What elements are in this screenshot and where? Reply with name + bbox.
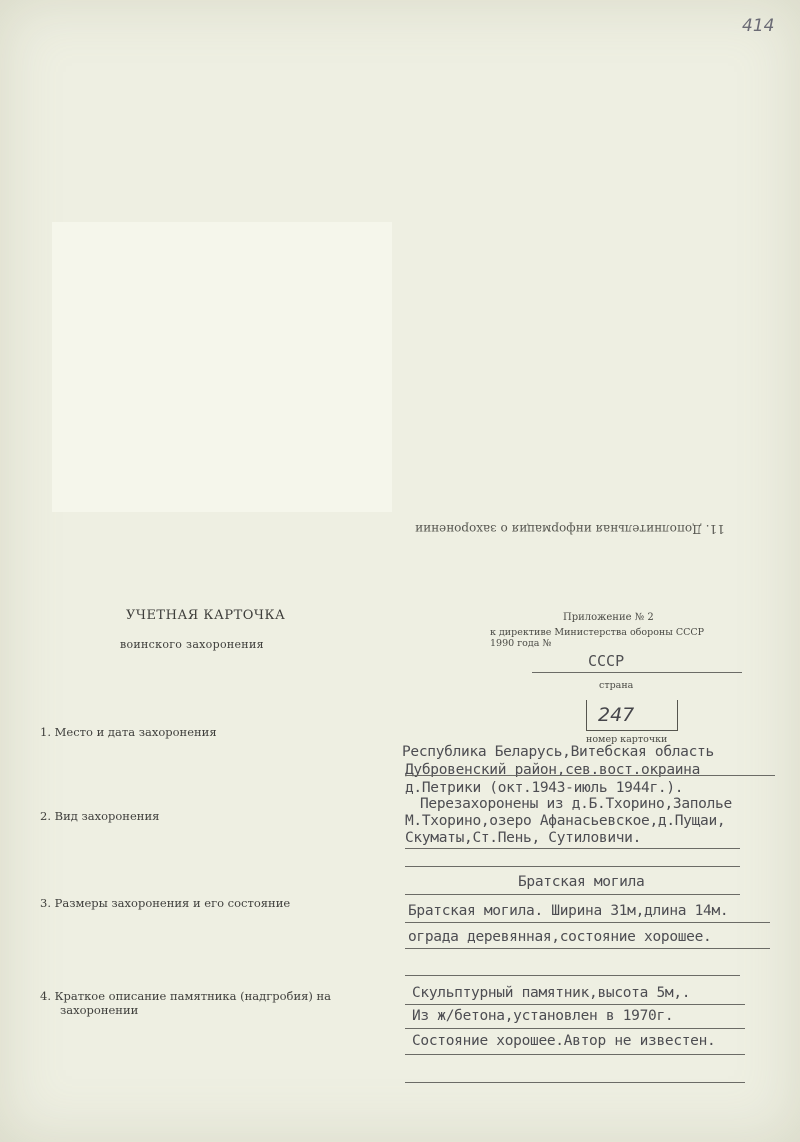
field-3-rule-2 <box>405 948 770 949</box>
field-3-rule-1 <box>405 922 770 923</box>
card-number-label: номер карточки <box>586 734 668 745</box>
card-title: УЧЕТНАЯ КАРТОЧКА <box>126 608 286 623</box>
field-4-rule-1 <box>405 1004 745 1005</box>
directive-line-2: 1990 года № <box>490 638 552 649</box>
field-1-label: 1. Место и дата захоронения <box>40 725 217 739</box>
mirrored-section-heading: 11. Дополнительная информация о захоронении <box>415 522 725 536</box>
field-1-line-2: Дубровенский район,сев.вост.окраина <box>405 762 701 778</box>
field-3-line-1: Братская могила. Ширина 31м,длина 14м. <box>408 903 729 919</box>
directive-reference <box>490 627 750 649</box>
field-3-rule-3 <box>405 975 740 976</box>
faded-panel <box>52 222 392 512</box>
country-label: страна <box>599 680 634 691</box>
field-4-label-line-2: захоронении <box>60 1003 139 1017</box>
field-4-rule-3 <box>405 1054 745 1055</box>
field-3-line-2: ограда деревянная,состояние хорошее. <box>408 929 712 945</box>
field-4-rule-2 <box>405 1028 745 1029</box>
field-4-label-line-1: 4. Краткое описание памятника (надгробия) на <box>40 989 332 1003</box>
field-1-line-1: Республика Беларусь,Витебская область <box>402 744 714 760</box>
field-1-line-6: Скуматы,Ст.Пень, Сутиловичи. <box>405 830 642 846</box>
field-1-rule-2 <box>405 848 740 849</box>
field-2-value: Братская могила <box>518 874 645 890</box>
country-value: СССР <box>588 652 625 670</box>
field-4-line-2: Из ж/бетона,установлен в 1970г. <box>412 1008 674 1024</box>
appendix-label: Приложение № 2 <box>563 612 654 623</box>
field-4-line-1: Скульптурный памятник,высота 5м,. <box>412 985 691 1001</box>
card-number-value: 247 <box>598 704 635 726</box>
directive-line-1: к директиве Министерства обороны СССР <box>490 627 705 638</box>
field-4-line-3: Состояние хорошее.Автор не известен. <box>412 1033 716 1049</box>
country-underline <box>532 672 742 673</box>
field-3-label: 3. Размеры захоронения и его состояние <box>40 896 291 910</box>
field-2-rule <box>405 894 740 895</box>
field-4-rule-4 <box>405 1082 745 1083</box>
archive-number: 414 <box>742 16 775 36</box>
card-subtitle: воинского захоронения <box>120 638 264 651</box>
field-1-line-3: д.Петрики (окт.1943-июль 1944г.). <box>405 780 684 796</box>
field-1-line-4: Перезахоронены из д.Б.Тхорино,Заполье <box>420 796 732 812</box>
field-1-rule-3 <box>405 866 740 867</box>
field-1-line-5: М.Тхорино,озеро Афанасьевское,д.Пущаи, <box>405 813 726 829</box>
field-1-rule-1 <box>405 775 775 776</box>
field-2-label: 2. Вид захоронения <box>40 809 160 823</box>
